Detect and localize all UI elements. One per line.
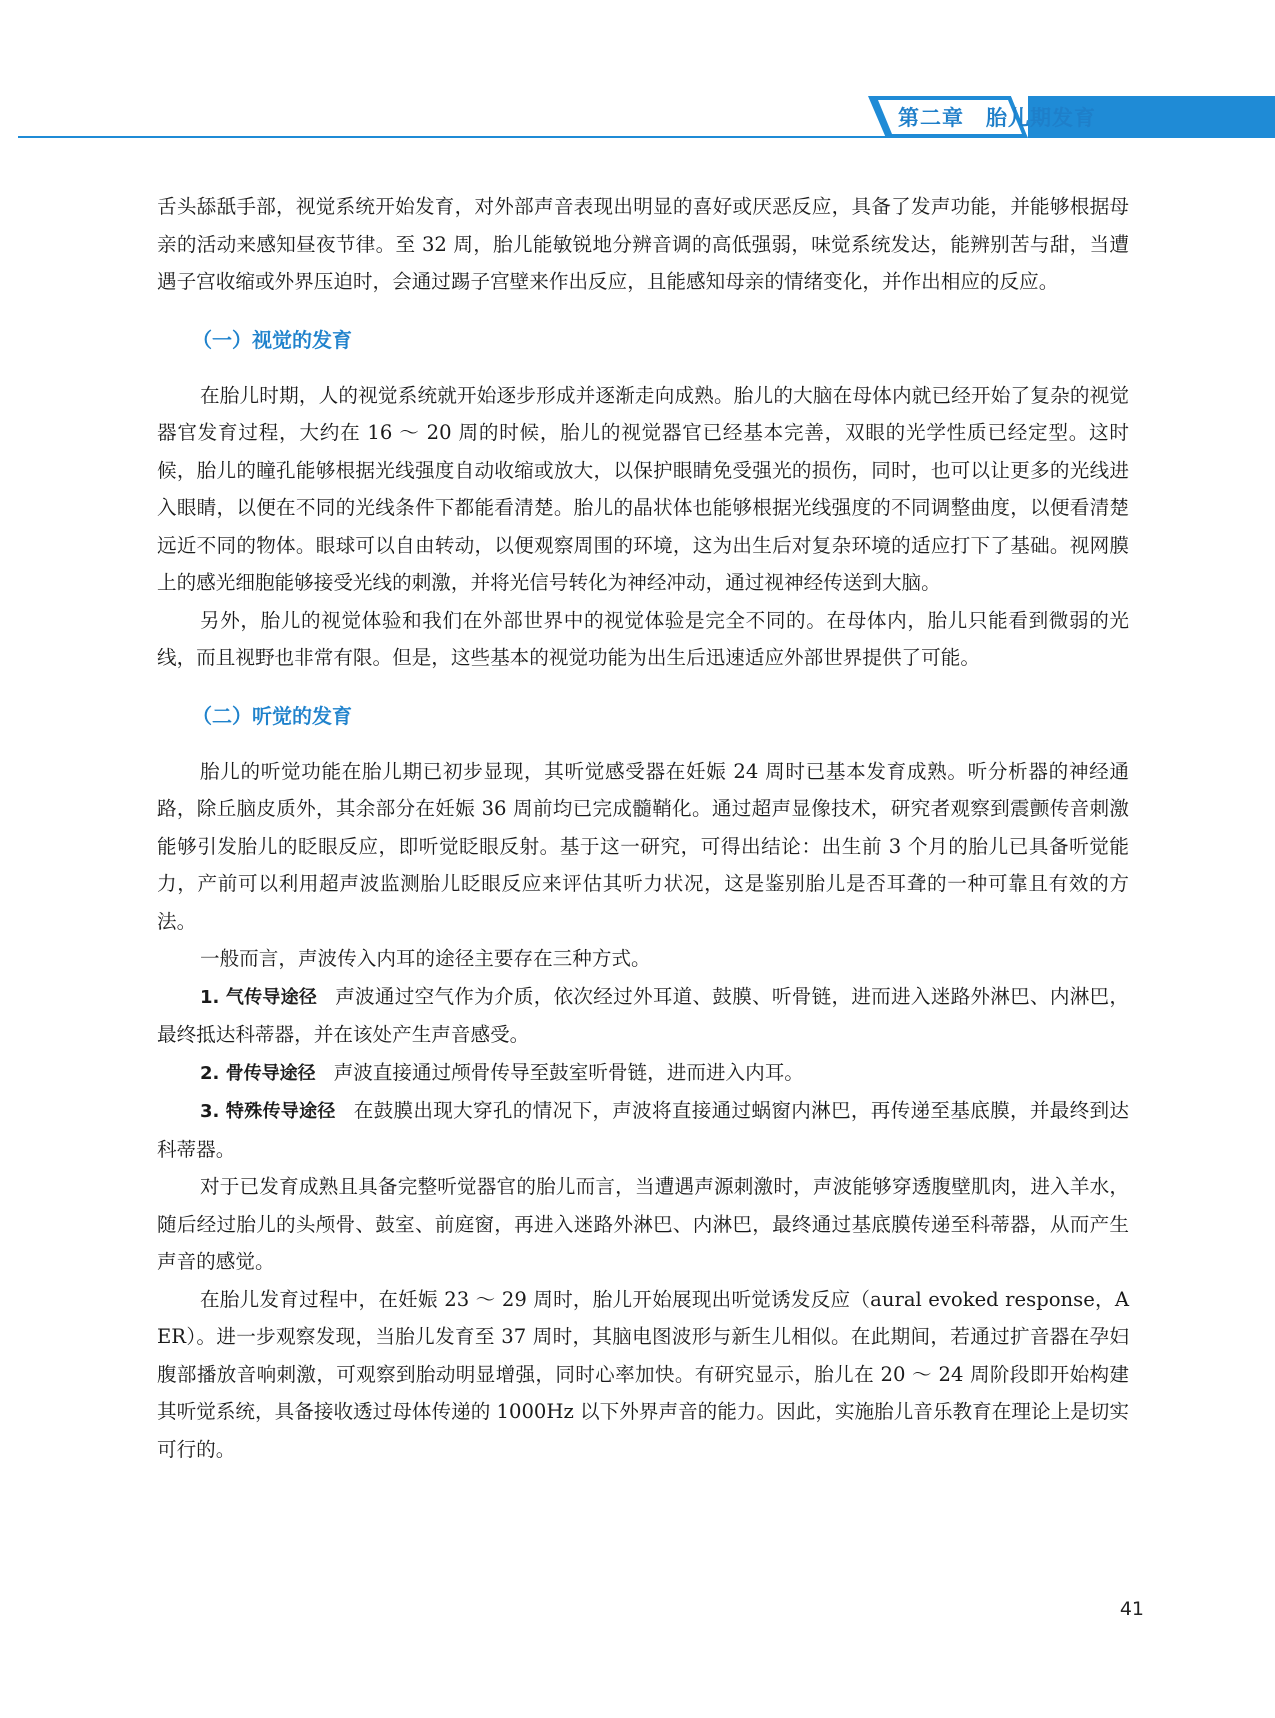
paragraph-hearing-4: 在胎儿发育过程中，在妊娠 23 ～ 29 周时，胎儿开始展现出听觉诱发反应（aural evoked response，AER）。进一步观察发现，当胎儿发育至 37 周时，其脑电图波形与新生儿相似。在此期间，若通过扩音器在孕妇腹部播放音响刺激，可观察到胎动明显增强，同时心率加快。有研究显示，胎儿在 20 ～ 24 周阶段即开始构建其听觉系统，具备接收透过母体传递的 1000Hz 以下外界声音的能力。因此，实施胎儿音乐教育在理论上是切实可行的。 — [157, 1287, 1129, 1461]
paragraph-hearing-2: 一般而言，声波传入内耳的途径主要存在三种方式。 — [200, 947, 651, 970]
section-heading-hearing: （二）听觉的发育 — [192, 703, 352, 728]
chapter-title: 第二章 胎儿期发育 — [898, 106, 1096, 130]
paragraph-continued: 舌头舔舐手部，视觉系统开始发育，对外部声音表现出明显的喜好或厌恶反应，具备了发声功能，并能够根据母亲的活动来感知昼夜节律。至 32 周，胎儿能敏锐地分辨音调的高低强弱，味觉系统发达，能辨别苦与甜，当遭遇子宫收缩或外界压迫时，会通过踢子宫壁来作出反应，且能感知母亲的情绪变化，并作出相应的反应。 — [157, 195, 1129, 293]
route-text: 声波通过空气作为介质，依次经过外耳道、鼓膜、听骨链，进而进入迷路外淋巴、内淋巴，最终抵达科蒂器，并在该处产生声音感受。 — [157, 984, 1129, 1046]
route-special-conduction — [157, 1092, 1129, 1168]
route-text: 在鼓膜出现大穿孔的情况下，声波将直接通过蜗窗内淋巴，再传递至基底膜，并最终到达科蒂器。 — [157, 1099, 1129, 1161]
paragraph-hearing-1: 胎儿的听觉功能在胎儿期已初步显现，其听觉感受器在妊娠 24 周时已基本发育成熟。听分析器的神经通路，除丘脑皮质外，其余部分在妊娠 36 周前均已完成髓鞘化。通过超声显像技术，研究者观察到震颤传音刺激能够引发胎儿的眨眼反应，即听觉眨眼反射。基于这一研究，可得出结论：出生前 3 个月的胎儿已具备听觉能力，产前可以利用超声波监测胎儿眨眼反应来评估其听力状况，这是鉴别胎儿是否耳聋的一种可靠且有效的方法。 — [157, 759, 1129, 933]
section-heading-vision: （一）视觉的发育 — [192, 327, 352, 352]
paragraph-hearing-3: 对于已发育成熟且具备完整听觉器官的胎儿而言，当遭遇声源刺激时，声波能够穿透腹壁肌肉，进入羊水，随后经过胎儿的头颅骨、鼓室、前庭窗，再进入迷路外淋巴、内淋巴，最终通过基底膜传递至科蒂器，从而产生声音的感觉。 — [157, 1175, 1129, 1273]
paragraph-vision-2: 另外，胎儿的视觉体验和我们在外部世界中的视觉体验是完全不同的。在母体内，胎儿只能看到微弱的光线，而且视野也非常有限。但是，这些基本的视觉功能为出生后迅速适应外部世界提供了可能。 — [157, 608, 1129, 669]
route-air-conduction — [157, 978, 1129, 1054]
page-number: 41 — [1119, 1598, 1144, 1620]
route-label: 2. 骨传导途径 — [200, 1062, 316, 1084]
route-label: 3. 特殊传导途径 — [200, 1101, 336, 1122]
route-bone-conduction — [157, 1054, 1129, 1093]
route-label: 1. 气传导途径 — [200, 986, 318, 1008]
page-body — [157, 188, 1129, 1468]
paragraph-vision-1: 在胎儿时期，人的视觉系统就开始逐步形成并逐渐走向成熟。胎儿的大脑在母体内就已经开始了复杂的视觉器官发育过程，大约在 16 ～ 20 周的时候，胎儿的视觉器官已经基本完善，双眼的光学性质已经定型。这时候，胎儿的瞳孔能够根据光线强度自动收缩或放大，以保护眼睛免受强光的损伤，同时，也可以让更多的光线进入眼睛，以便在不同的光线条件下都能看清楚。胎儿的晶状体也能够根据光线强度的不同调整曲度，以便看清楚远近不同的物体。眼球可以自由转动，以便观察周围的环境，这为出生后对复杂环境的适应打下了基础。视网膜上的感光细胞能够接受光线的刺激，并将光信号转化为神经冲动，通过视神经传送到大脑。 — [157, 383, 1129, 594]
route-text: 声波直接通过颅骨传导至鼓室听骨链，进而进入内耳。 — [333, 1060, 804, 1084]
